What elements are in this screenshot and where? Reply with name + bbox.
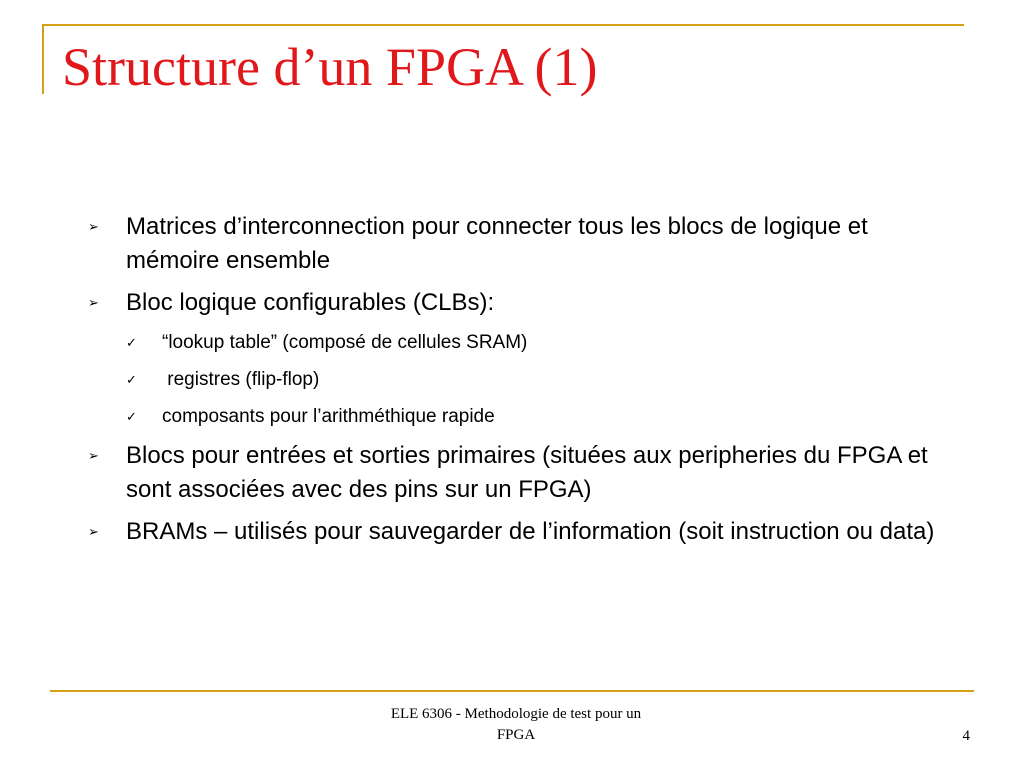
- title-frame-horizontal-line: [42, 24, 964, 26]
- footer-caption-line1: ELE 6306 - Methodologie de test pour un: [390, 706, 642, 722]
- list-subitem: [84, 328, 944, 358]
- list-subitem: [84, 402, 944, 432]
- list-item-text: Bloc logique configurables (CLBs):: [126, 289, 495, 316]
- list-item: [84, 210, 944, 278]
- footer-caption-line2: FPGA: [496, 727, 536, 743]
- list-subitem-text: registres (flip-flop): [162, 369, 320, 390]
- page-number: 4: [962, 728, 970, 744]
- list-item-text: BRAMs – utilisés pour sauvegarder de l’information (soit instruction ou data): [126, 518, 935, 545]
- bullet-list: [84, 210, 944, 557]
- footer-caption: [356, 704, 676, 746]
- checkmark-bullet-icon: ✓: [126, 335, 137, 350]
- list-subitem-text: composants pour l’arithméthique rapide: [162, 406, 495, 427]
- title-frame-vertical-line: [42, 24, 44, 94]
- arrow-bullet-icon: ➢: [88, 219, 99, 234]
- footer-divider: [50, 690, 974, 692]
- checkmark-bullet-icon: ✓: [126, 372, 137, 387]
- arrow-bullet-icon: ➢: [88, 524, 99, 539]
- list-item-text: Matrices d’interconnection pour connecter tous les blocs de logique et mémoire ensemble: [126, 213, 868, 274]
- checkmark-bullet-icon: ✓: [126, 409, 137, 424]
- list-item: [84, 515, 944, 549]
- arrow-bullet-icon: ➢: [88, 448, 99, 463]
- list-item-text: Blocs pour entrées et sorties primaires (situées aux peripheries du FPGA et sont associées avec des pins sur un FPGA): [126, 442, 928, 503]
- slide-title: Structure d’un FPGA (1): [62, 37, 598, 97]
- arrow-bullet-icon: ➢: [88, 295, 99, 310]
- list-subitem: [84, 365, 944, 395]
- list-item: [84, 286, 944, 320]
- list-item: [84, 439, 944, 507]
- list-subitem-text: “lookup table” (composé de cellules SRAM): [162, 332, 528, 353]
